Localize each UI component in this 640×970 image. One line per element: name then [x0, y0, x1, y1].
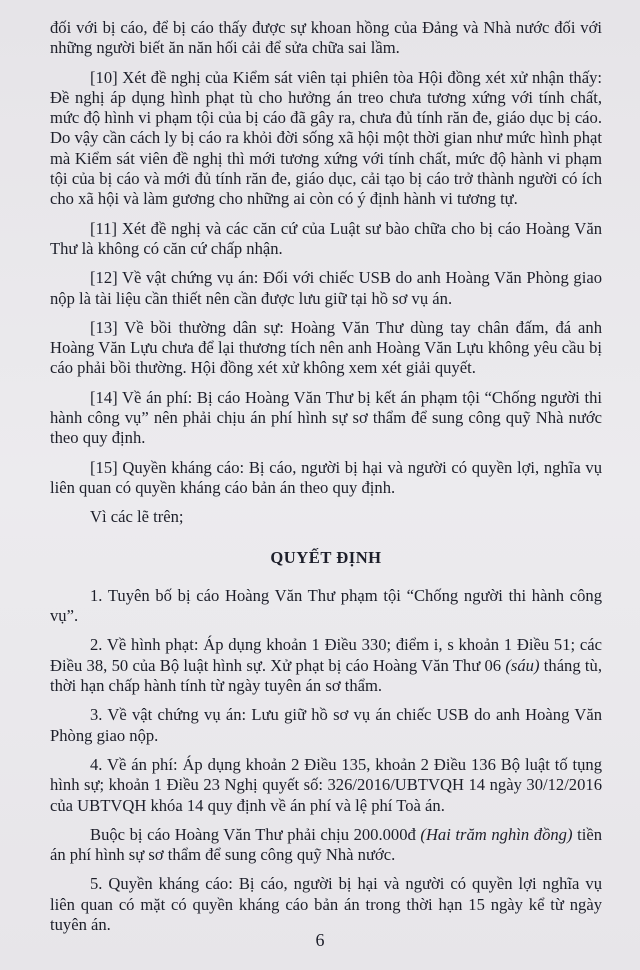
decision-3: 3. Về vật chứng vụ án: Lưu giữ hồ sơ vụ án chiếc USB do anh Hoàng Văn Phòng giao nộp. — [50, 705, 602, 745]
decision-2-italic: (sáu) — [505, 655, 540, 675]
paragraph-continuation: đối với bị cáo, để bị cáo thấy được sự khoan hồng của Đảng và Nhà nước đối với những người biết ăn năn hối cải để sửa chữa sai lầm. — [50, 18, 602, 58]
decision-2-text: 2. Về hình phạt: Áp dụng khoản 1 Điều 330; điểm i, s khoản 1 Điều 51; các Điều 38, 50 của Bộ luật hình sự. Xử phạt bị cáo Hoàng Văn Thư 06 — [50, 635, 602, 675]
decision-4-fee-text: Buộc bị cáo Hoàng Văn Thư phải chịu 200.000đ — [90, 824, 416, 844]
decision-4-fee — [50, 825, 602, 866]
paragraph-15: [15] Quyền kháng cáo: Bị cáo, người bị hại và người có quyền lợi, nghĩa vụ liên quan có quyền kháng cáo bản án theo quy định. — [50, 457, 602, 497]
paragraph-10: [10] Xét đề nghị của Kiểm sát viên tại phiên tòa Hội đồng xét xử nhận thấy: Đề nghị áp dụng hình phạt tù cho hưởng án treo chưa tương xứng với tính chất, mức độ hình vi phạm tội của bị cáo đã gây ra, chưa đủ tính răn đe, giáo dục bị cáo. Do vậy cần cách ly bị cáo ra khỏi đời sống xã hội một thời gian như mức hình phạt mà Kiểm sát viên đề nghị thì mới tương xứng với tính chất, mức độ hành vi phạm tội của bị cáo và mới đủ tính răn đe, giáo dục, cải tạo bị cáo trở thành người có ích cho xã hội và làm gương cho những ai còn có ý định hành vi tương tự. — [50, 67, 602, 209]
decision-4: 4. Về án phí: Áp dụng khoản 2 Điều 135, khoản 2 Điều 136 Bộ luật tố tụng hình sự; khoản 1 Điều 23 Nghị quyết số: 326/2016/UBTVQH 14 ngày 30/12/2016 của UBTVQH khóa 14 quy định về án phí và lệ phí Toà án. — [50, 754, 602, 815]
paragraph-conclusion: Vì các lẽ trên; — [90, 507, 184, 527]
decision-4-fee-text-end: tiền án phí hình sự sơ thẩm để sung công quỹ Nhà nước. — [50, 824, 602, 865]
decision-2 — [50, 635, 602, 696]
decision-4-fee-italic: (Hai trăm nghìn đồng) — [420, 824, 573, 844]
decision-1: 1. Tuyên bố bị cáo Hoàng Văn Thư phạm tội “Chống người thi hành công vụ”. — [50, 585, 602, 626]
decision-5: 5. Quyền kháng cáo: Bị cáo, người bị hại và người có quyền lợi nghĩa vụ liên quan có mặt có quyền kháng cáo bản án trong thời hạn 15 ngày kể từ ngày tuyên án. — [50, 874, 602, 934]
decision-title: QUYẾT ĐỊNH — [270, 547, 382, 567]
paragraph-11: [11] Xét đề nghị và các căn cứ của Luật sư bào chữa cho bị cáo Hoàng Văn Thư là không có căn cứ chấp nhận. — [50, 218, 602, 258]
paragraph-12: [12] Về vật chứng vụ án: Đối với chiếc USB do anh Hoàng Văn Phòng giao nộp là tài liệu cần thiết nên cần được lưu giữ tại hồ sơ vụ án. — [50, 268, 602, 308]
paragraph-13: [13] Về bồi thường dân sự: Hoàng Văn Thư dùng tay chân đấm, đá anh Hoàng Văn Lựu chưa để lại thương tích nên anh Hoàng Văn Lựu không yêu cầu bị cáo phải bồi thường. Hội đồng xét xử không xem xét giải quyết. — [50, 317, 602, 378]
page-number: 6 — [315, 930, 325, 950]
decision-2-text-end: tháng tù, thời hạn chấp hành tính từ ngày tuyên án sơ thẩm. — [50, 655, 602, 696]
paragraph-14: [14] Về án phí: Bị cáo Hoàng Văn Thư bị kết án phạm tội “Chống người thi hành công vụ” nên phải chịu án phí hình sự sơ thẩm để sung công quỹ Nhà nước theo quy định. — [50, 387, 602, 448]
